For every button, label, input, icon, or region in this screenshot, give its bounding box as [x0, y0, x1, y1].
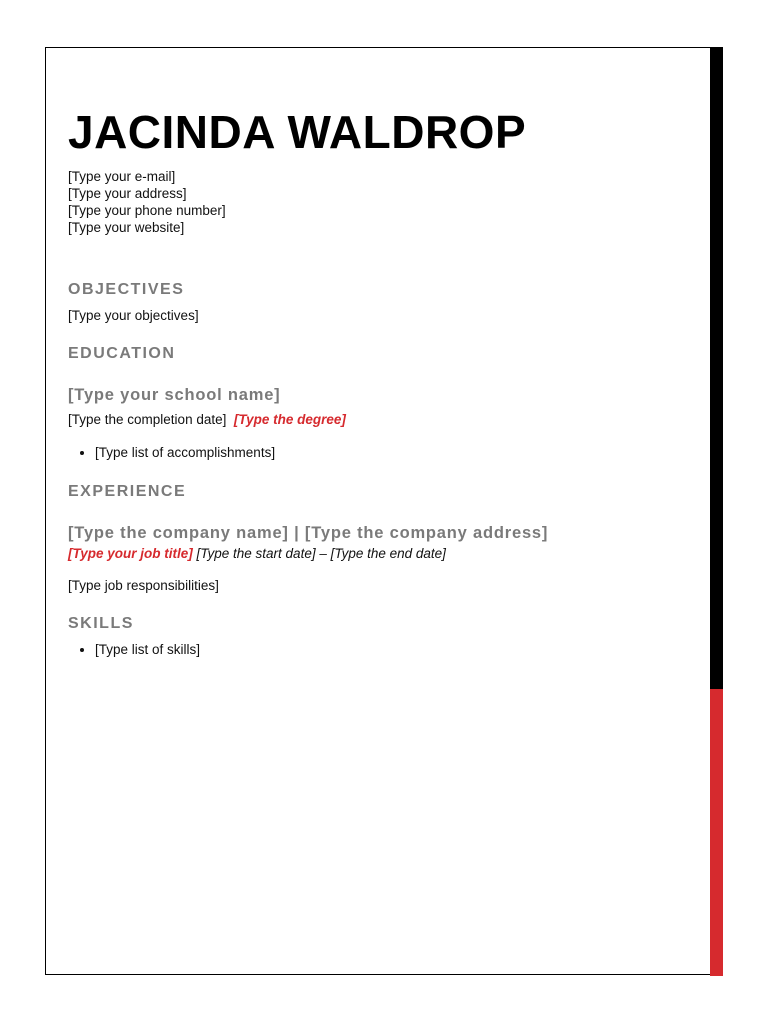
objectives-heading: OBJECTIVES — [68, 281, 185, 298]
education-heading: EDUCATION — [68, 345, 176, 362]
experience-heading: EXPERIENCE — [68, 483, 187, 500]
accomplishments-list — [68, 444, 695, 462]
job-dates: [Type the start date] – [Type the end date] — [196, 546, 446, 561]
degree: [Type the degree] — [233, 412, 346, 427]
completion-date: [Type the completion date] — [68, 412, 227, 427]
job-title: [Type your job title] — [68, 546, 193, 561]
contact-email: [Type your e-mail] — [68, 169, 176, 184]
contact-website: [Type your website] — [68, 220, 185, 235]
resume-name: JACINDA WALDROP — [68, 106, 527, 158]
objectives-text: [Type your objectives] — [68, 308, 199, 323]
skills-list — [68, 641, 695, 659]
list-item: • [Type list of accomplishments] — [95, 444, 695, 462]
company-line: [Type the company name] | [Type the company address] — [68, 524, 549, 542]
education-line — [68, 411, 346, 429]
job-line — [68, 545, 446, 563]
contact-block — [68, 168, 226, 236]
contact-address: [Type your address] — [68, 186, 187, 201]
job-responsibilities: [Type job responsibilities] — [68, 578, 219, 593]
school-name: [Type your school name] — [68, 386, 281, 404]
side-bar-black — [710, 47, 723, 689]
skills-heading: SKILLS — [68, 615, 134, 632]
list-item: • [Type list of skills] — [95, 641, 695, 659]
contact-phone: [Type your phone number] — [68, 203, 226, 218]
side-bar-red — [710, 689, 723, 976]
